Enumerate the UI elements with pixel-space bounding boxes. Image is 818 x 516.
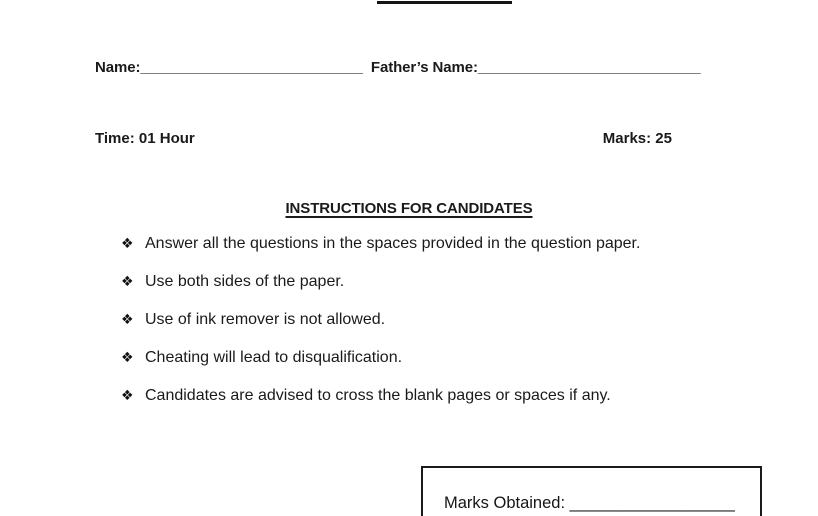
diamond-bullet-icon: ❖ bbox=[121, 350, 134, 366]
marks-obtained-label: Marks Obtained: bbox=[444, 494, 566, 512]
list-item bbox=[121, 348, 640, 368]
instruction-text: Candidates are advised to cross the blank pages or spaces if any. bbox=[145, 387, 611, 404]
list-item bbox=[121, 310, 640, 330]
father-name-blank: ___________________________ bbox=[477, 59, 701, 76]
time-marks-line bbox=[95, 129, 672, 149]
marks-obtained-box bbox=[421, 466, 762, 516]
diamond-bullet-icon: ❖ bbox=[121, 312, 134, 328]
instruction-text: Use of ink remover is not allowed. bbox=[145, 311, 386, 328]
marks-obtained-blank: __________________ bbox=[565, 494, 735, 512]
instruction-text: Cheating will lead to disqualification. bbox=[145, 349, 403, 366]
list-item bbox=[121, 234, 640, 254]
list-item bbox=[121, 386, 640, 406]
diamond-bullet-icon: ❖ bbox=[121, 236, 134, 252]
total-marks-label: Marks: 25 bbox=[602, 130, 672, 147]
instruction-text: Use both sides of the paper. bbox=[145, 273, 345, 290]
list-item bbox=[121, 272, 640, 292]
father-name-label: Father’s Name: bbox=[370, 59, 478, 76]
name-blank: ___________________________ bbox=[140, 59, 363, 76]
name-line bbox=[95, 58, 700, 78]
instructions-heading-text: INSTRUCTIONS FOR CANDIDATES bbox=[285, 200, 533, 217]
diamond-bullet-icon: ❖ bbox=[121, 388, 134, 404]
time-label: Time: 01 Hour bbox=[95, 130, 195, 147]
diamond-bullet-icon: ❖ bbox=[121, 274, 134, 290]
instructions-list bbox=[121, 234, 640, 424]
name-label: Name: bbox=[95, 59, 141, 76]
marks-obtained-line bbox=[444, 494, 735, 513]
instructions-heading bbox=[0, 200, 818, 217]
instruction-text: Answer all the questions in the spaces provided in the question paper. bbox=[145, 235, 641, 252]
cutoff-title-underline bbox=[377, 1, 512, 4]
